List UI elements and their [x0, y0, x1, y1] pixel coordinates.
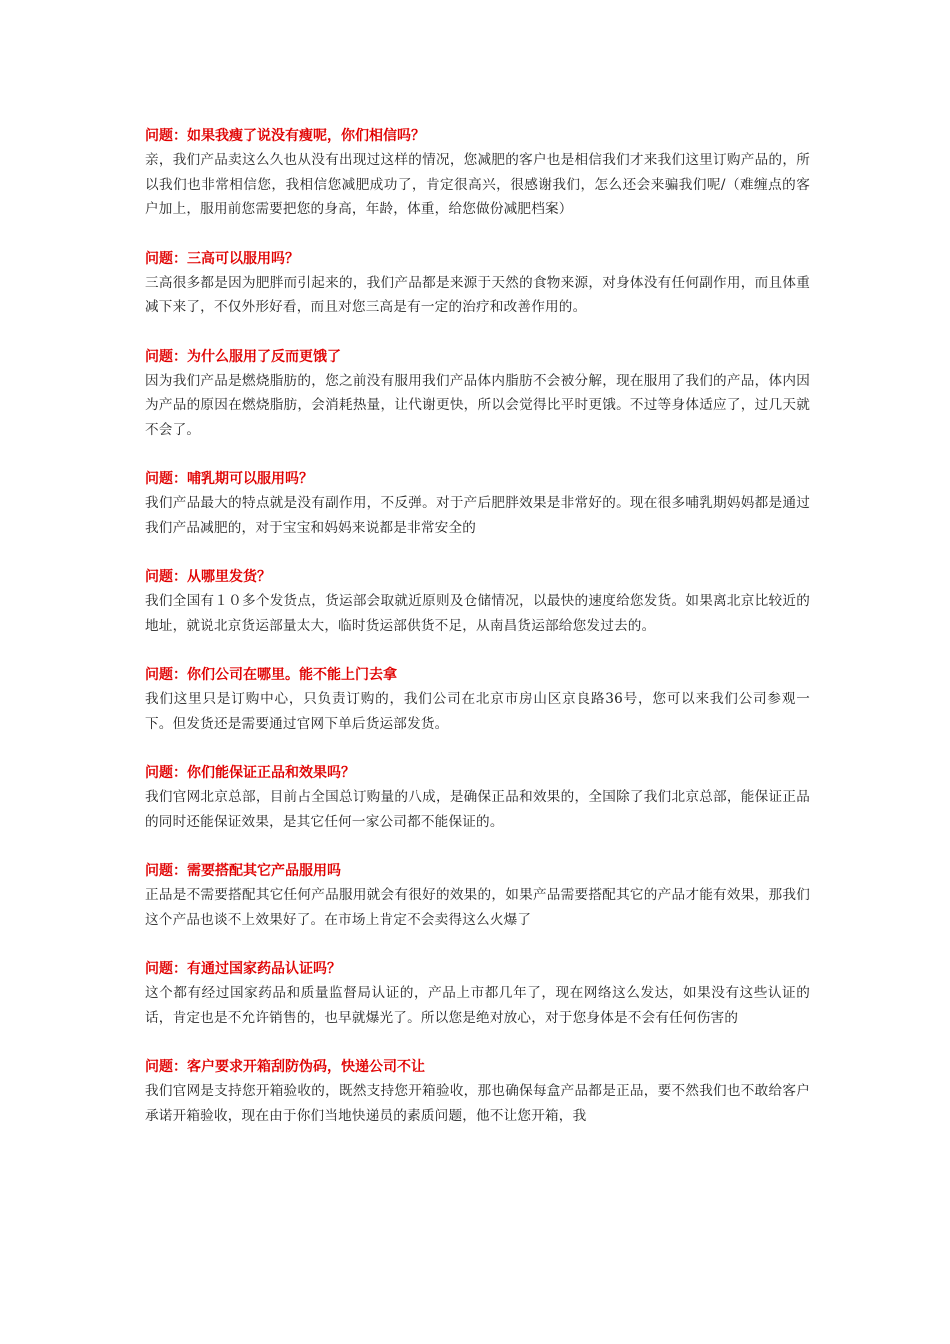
qa-item [145, 124, 810, 222]
answer-paragraph: 我们产品最大的特点就是没有副作用，不反弹。对于产后肥胖效果是非常好的。现在很多哺乳期妈妈都是通过我们产品减肥的，对于宝宝和妈妈来说都是非常安全的 [145, 495, 810, 536]
qa-item [145, 957, 810, 1030]
qa-item [145, 761, 810, 834]
answer-paragraph: 我们官网是支持您开箱验收的，既然支持您开箱验收，那也确保每盒产品都是正品，要不然我们也不敢给客户承诺开箱验收，现在由于你们当地快递员的素质问题，他不让您开箱，我 [145, 1083, 810, 1124]
qa-item [145, 663, 810, 736]
answer-paragraph: 我们全国有１０多个发货点，货运部会取就近原则及仓储情况，以最快的速度给您发货。如果离北京比较近的地址，就说北京货运部量太大，临时货运部供货不足，从南昌货运部给您发过去的。 [145, 593, 810, 634]
answer-paragraph: 正品是不需要搭配其它任何产品服用就会有很好的效果的，如果产品需要搭配其它的产品才能有效果，那我们这个产品也谈不上效果好了。在市场上肯定不会卖得这么火爆了 [145, 887, 810, 928]
qa-item [145, 1055, 810, 1128]
question-heading: 问题：你们公司在哪里。能不能上门去拿 [145, 667, 397, 683]
qa-item [145, 565, 810, 638]
question-heading: 问题：从哪里发货？ [145, 569, 271, 585]
question-heading: 问题：有通过国家药品认证吗？ [145, 961, 341, 977]
qa-item [145, 345, 810, 443]
qa-item [145, 467, 810, 540]
answer-paragraph: 这个都有经过国家药品和质量监督局认证的，产品上市都几年了，现在网络这么发达，如果没有这些认证的话，肯定也是不允许销售的，也早就爆光了。所以您是绝对放心，对于您身体是不会有任何伤害的 [145, 985, 810, 1026]
question-heading: 问题：三高可以服用吗？ [145, 250, 299, 267]
question-heading: 问题：客户要求开箱刮防伪码，快递公司不让 [145, 1059, 425, 1075]
question-heading: 问题：如果我瘦了说没有瘦呢，你们相信吗？ [145, 128, 425, 144]
qa-item [145, 859, 810, 932]
answer-paragraph: 亲，我们产品卖这么久也从没有出现过这样的情况，您减肥的客户也是相信我们才来我们这里订购产品的，所以我们也非常相信您，我相信您减肥成功了，肯定很高兴，很感谢我们，怎么还会来骗我们呢/（难缠点的客户加上，服用前您需要把您的身高，年龄，体重，给您做份减肥档案） [145, 152, 810, 217]
document-page [145, 124, 810, 1153]
question-heading: 问题：哺乳期可以服用吗？ [145, 471, 313, 487]
answer-paragraph: 三高很多都是因为肥胖而引起来的，我们产品都是来源于天然的食物来源，对身体没有任何副作用，而且体重减下来了，不仅外形好看，而且对您三高是有一定的治疗和改善作用的。 [145, 274, 810, 315]
qa-item [145, 247, 810, 320]
answer-paragraph: 我们这里只是订购中心，只负责订购的，我们公司在北京市房山区京良路36号，您可以来我们公司参观一下。但发货还是需要通过官网下单后货运部发货。 [145, 691, 810, 732]
answer-paragraph: 因为我们产品是燃烧脂肪的，您之前没有服用我们产品体内脂肪不会被分解，现在服用了我们的产品，体内因为产品的原因在燃烧脂肪，会消耗热量，让代谢更快，所以会觉得比平时更饿。不过等身体适应了，过几天就不会了。 [145, 372, 810, 438]
question-heading: 问题：你们能保证正品和效果吗？ [145, 765, 355, 781]
question-heading: 问题：需要搭配其它产品服用吗 [145, 863, 341, 879]
question-heading: 问题：为什么服用了反而更饿了 [145, 348, 341, 365]
answer-paragraph: 我们官网北京总部，目前占全国总订购量的八成，是确保正品和效果的，全国除了我们北京总部，能保证正品的同时还能保证效果，是其它任何一家公司都不能保证的。 [145, 789, 810, 830]
